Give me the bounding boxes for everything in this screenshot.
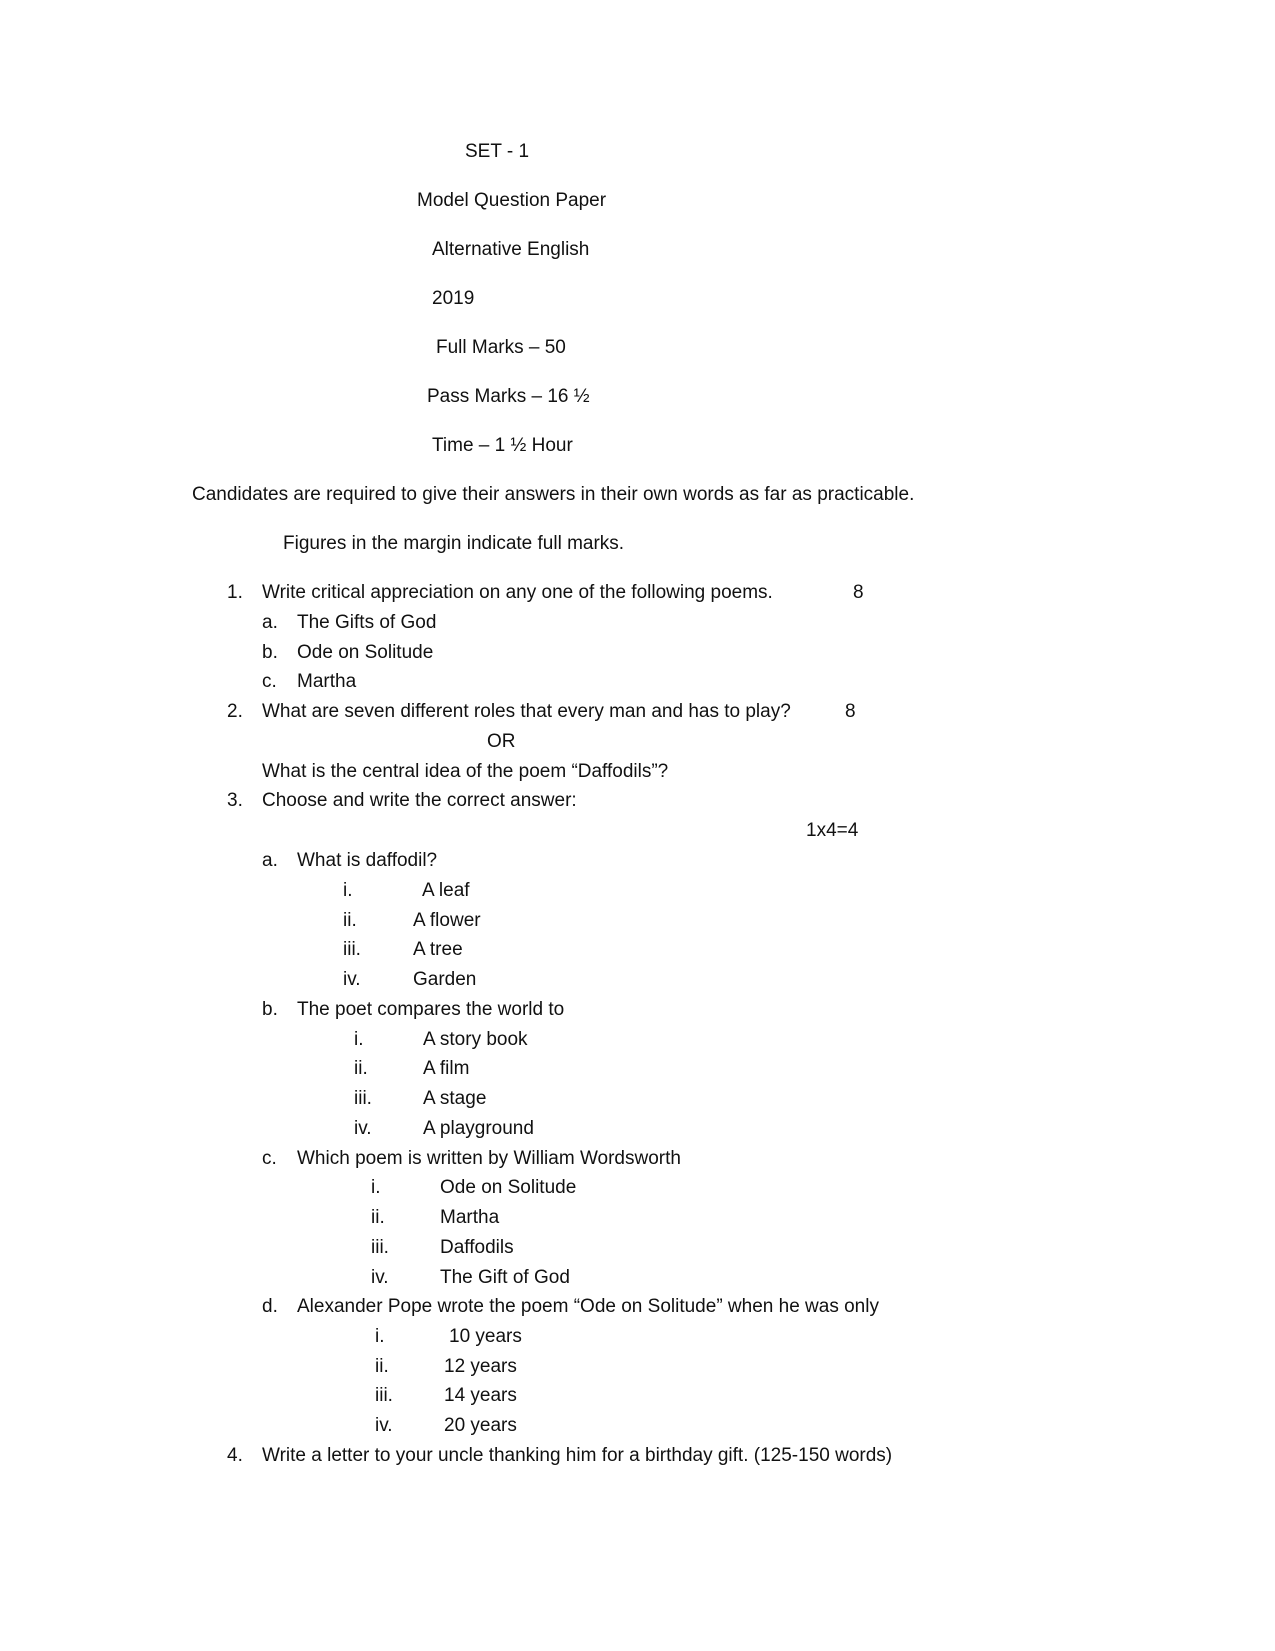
set-number: SET - 1 [465,141,530,162]
q3-number: 3. [227,790,243,811]
option-text: Martha [440,1207,500,1228]
subject: Alternative English [432,239,590,260]
q3-part-text: The poet compares the world to [297,999,565,1020]
full-marks: Full Marks – 50 [436,337,566,358]
q1-option-text: Martha [297,671,357,692]
option-text: A tree [413,939,463,960]
option-numeral: i. [343,880,353,901]
q1-marks: 8 [853,582,864,603]
option-text: The Gift of God [440,1267,570,1288]
option-numeral: ii. [375,1356,389,1377]
option-numeral: iv. [375,1415,393,1436]
q3-part-label: b. [262,999,278,1020]
option-numeral: iv. [354,1118,372,1139]
q1-option-label: c. [262,671,277,692]
option-text: 12 years [444,1356,517,1377]
option-text: A playground [423,1118,534,1139]
q3-text: Choose and write the correct answer: [262,790,577,811]
q3-part-label: a. [262,850,278,871]
q1-option-label: b. [262,642,278,663]
q3-part-label: c. [262,1148,277,1169]
option-text: A flower [413,910,481,931]
option-text: 10 years [449,1326,522,1347]
q1-number: 1. [227,582,243,603]
option-numeral: iv. [343,969,361,990]
instruction-line-2: Figures in the margin indicate full marks. [283,533,625,554]
q4-number: 4. [227,1445,243,1466]
q3-marks: 1x4=4 [806,820,859,841]
option-numeral: iii. [375,1385,393,1406]
q2-or: OR [487,731,516,752]
year: 2019 [432,288,475,309]
instruction-line-1: Candidates are required to give their answers in their own words as far as practicable. [192,484,915,505]
option-numeral: iii. [343,939,361,960]
paper-type: Model Question Paper [417,190,607,211]
q1-option-text: Ode on Solitude [297,642,434,663]
option-text: A story book [423,1029,528,1050]
time: Time – 1 ½ Hour [432,435,573,456]
option-text: Ode on Solitude [440,1177,577,1198]
option-text: A leaf [422,880,470,901]
option-numeral: iii. [354,1088,372,1109]
option-numeral: i. [375,1326,385,1347]
q1-text: Write critical appreciation on any one of the following poems. [262,582,773,603]
option-numeral: i. [371,1177,381,1198]
q4-text: Write a letter to your uncle thanking him for a birthday gift. (125-150 words) [262,1445,893,1466]
option-text: A stage [423,1088,487,1109]
option-numeral: iii. [371,1237,389,1258]
q2-alternative: What is the central idea of the poem “Daffodils”? [262,761,669,782]
option-text: 20 years [444,1415,517,1436]
option-numeral: ii. [371,1207,385,1228]
q3-part-text: Alexander Pope wrote the poem “Ode on Solitude” when he was only [297,1296,879,1317]
option-text: 14 years [444,1385,517,1406]
option-numeral: ii. [343,910,357,931]
pass-marks: Pass Marks – 16 ½ [427,386,590,407]
q2-number: 2. [227,701,243,722]
option-text: Garden [413,969,477,990]
q3-part-label: d. [262,1296,278,1317]
option-numeral: i. [354,1029,364,1050]
q3-part-text: Which poem is written by William Wordsworth [297,1148,681,1169]
option-numeral: ii. [354,1058,368,1079]
q2-marks: 8 [845,701,856,722]
q1-option-label: a. [262,612,278,633]
q2-text: What are seven different roles that every man and has to play? [262,701,791,722]
option-text: A film [423,1058,470,1079]
option-text: Daffodils [440,1237,514,1258]
option-numeral: iv. [371,1267,389,1288]
q3-part-text: What is daffodil? [297,850,438,871]
q1-option-text: The Gifts of God [297,612,437,633]
